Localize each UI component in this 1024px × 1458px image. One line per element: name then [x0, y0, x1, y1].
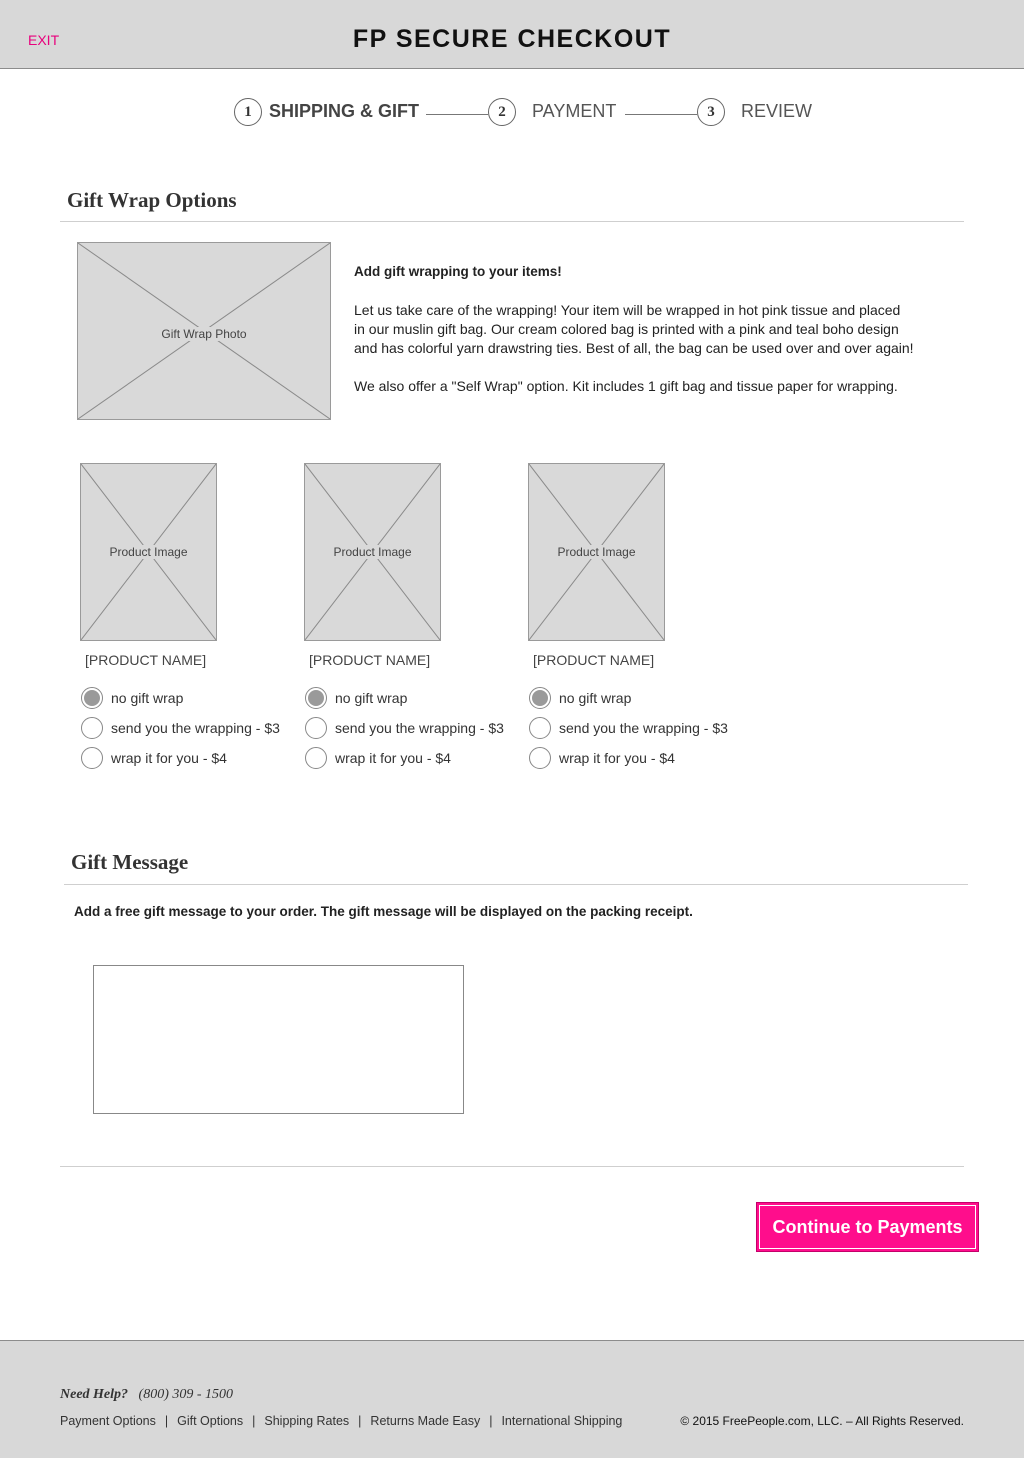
radio-button[interactable]: [81, 687, 103, 709]
radio-button[interactable]: [305, 687, 327, 709]
copyright: © 2015 FreePeople.com, LLC. – All Rights Reserved.: [680, 1414, 964, 1428]
radio-button[interactable]: [81, 717, 103, 739]
gift-message-input[interactable]: [93, 965, 464, 1114]
radio-wrap-for-you[interactable]: [529, 746, 675, 770]
gift-wrap-photo-label: Gift Wrap Photo: [78, 327, 330, 341]
exit-link[interactable]: EXIT: [28, 32, 60, 48]
product-image-label: Product Image: [333, 545, 412, 559]
footer-link-international-shipping[interactable]: International Shipping: [501, 1414, 623, 1428]
footer-separator: |: [358, 1414, 362, 1428]
radio-wrap-for-you[interactable]: [305, 746, 451, 770]
page-title: FP SECURE CHECKOUT: [352, 25, 672, 53]
help-phone: (800) 309 - 1500: [138, 1387, 234, 1402]
radio-button[interactable]: [529, 687, 551, 709]
radio-send-wrapping[interactable]: [81, 716, 280, 740]
gift-message-title: Gift Message: [71, 850, 189, 874]
need-help: [60, 1387, 233, 1403]
gift-wrap-line-3: and has colorful yarn drawstring ties. Best of all, the bag can be used over and over again!: [354, 340, 914, 356]
radio-label: wrap it for you - $4: [111, 750, 227, 766]
need-help-label: Need Help?: [60, 1387, 129, 1402]
gift-message-description: Add a free gift message to your order. The gift message will be displayed on the packing receipt.: [74, 904, 693, 919]
radio-no-gift-wrap[interactable]: [529, 686, 631, 710]
product-name: [PRODUCT NAME]: [85, 652, 207, 668]
radio-label: wrap it for you - $4: [559, 750, 675, 766]
gift-wrap-title: Gift Wrap Options: [67, 188, 237, 212]
radio-button[interactable]: [529, 717, 551, 739]
step-3-number: 3: [697, 98, 725, 126]
product-image-label: Product Image: [109, 545, 188, 559]
footer-link-payment-options[interactable]: Payment Options: [60, 1414, 156, 1428]
product-image: [304, 463, 441, 641]
step-connector: [426, 114, 488, 115]
radio-label: send you the wrapping - $3: [559, 720, 728, 736]
radio-no-gift-wrap[interactable]: [81, 686, 183, 710]
radio-send-wrapping[interactable]: [305, 716, 504, 740]
footer-link-gift-options[interactable]: Gift Options: [177, 1414, 244, 1428]
radio-label: no gift wrap: [559, 690, 632, 706]
continue-to-payments-button[interactable]: Continue to Payments: [756, 1202, 979, 1252]
radio-button[interactable]: [529, 747, 551, 769]
footer-link-shipping-rates[interactable]: Shipping Rates: [264, 1414, 350, 1428]
product-name: [PRODUCT NAME]: [533, 652, 655, 668]
radio-label: send you the wrapping - $3: [335, 720, 504, 736]
footer-separator: |: [164, 1414, 169, 1428]
gift-wrap-headline: Add gift wrapping to your items!: [354, 264, 562, 279]
radio-label: send you the wrapping - $3: [111, 720, 280, 736]
step-shipping-gift[interactable]: SHIPPING & GIFT: [269, 101, 420, 121]
radio-button[interactable]: [305, 747, 327, 769]
step-payment[interactable]: PAYMENT: [532, 101, 617, 121]
product-name: [PRODUCT NAME]: [309, 652, 431, 668]
footer-separator: |: [489, 1414, 493, 1428]
radio-send-wrapping[interactable]: [529, 716, 728, 740]
radio-button[interactable]: [81, 747, 103, 769]
self-wrap-note: We also offer a "Self Wrap" option. Kit includes 1 gift bag and tissue paper for wrapping.: [354, 378, 898, 394]
step-review[interactable]: REVIEW: [741, 101, 813, 121]
radio-wrap-for-you[interactable]: [81, 746, 227, 770]
product-image: [528, 463, 665, 641]
product-image-label: Product Image: [557, 545, 636, 559]
gift-wrap-line-1: Let us take care of the wrapping! Your item will be wrapped in hot pink tissue and placed: [354, 302, 901, 318]
radio-label: no gift wrap: [111, 690, 184, 706]
step-1-number: 1: [234, 98, 262, 126]
step-2-number: 2: [488, 98, 516, 126]
gift-wrap-photo: [77, 242, 331, 420]
radio-no-gift-wrap[interactable]: [305, 686, 407, 710]
footer-link-returns[interactable]: Returns Made Easy: [370, 1414, 481, 1428]
section-divider: [60, 221, 964, 222]
gift-wrap-line-2: in our muslin gift bag. Our cream colored bag is printed with a pink and teal boho design: [354, 321, 899, 337]
footer-separator: |: [252, 1414, 256, 1428]
section-divider: [60, 1166, 964, 1167]
product-image: [80, 463, 217, 641]
radio-label: wrap it for you - $4: [335, 750, 451, 766]
radio-label: no gift wrap: [335, 690, 408, 706]
radio-button[interactable]: [305, 717, 327, 739]
footer-links: [60, 1414, 622, 1428]
section-divider: [64, 884, 968, 885]
step-connector: [625, 114, 697, 115]
